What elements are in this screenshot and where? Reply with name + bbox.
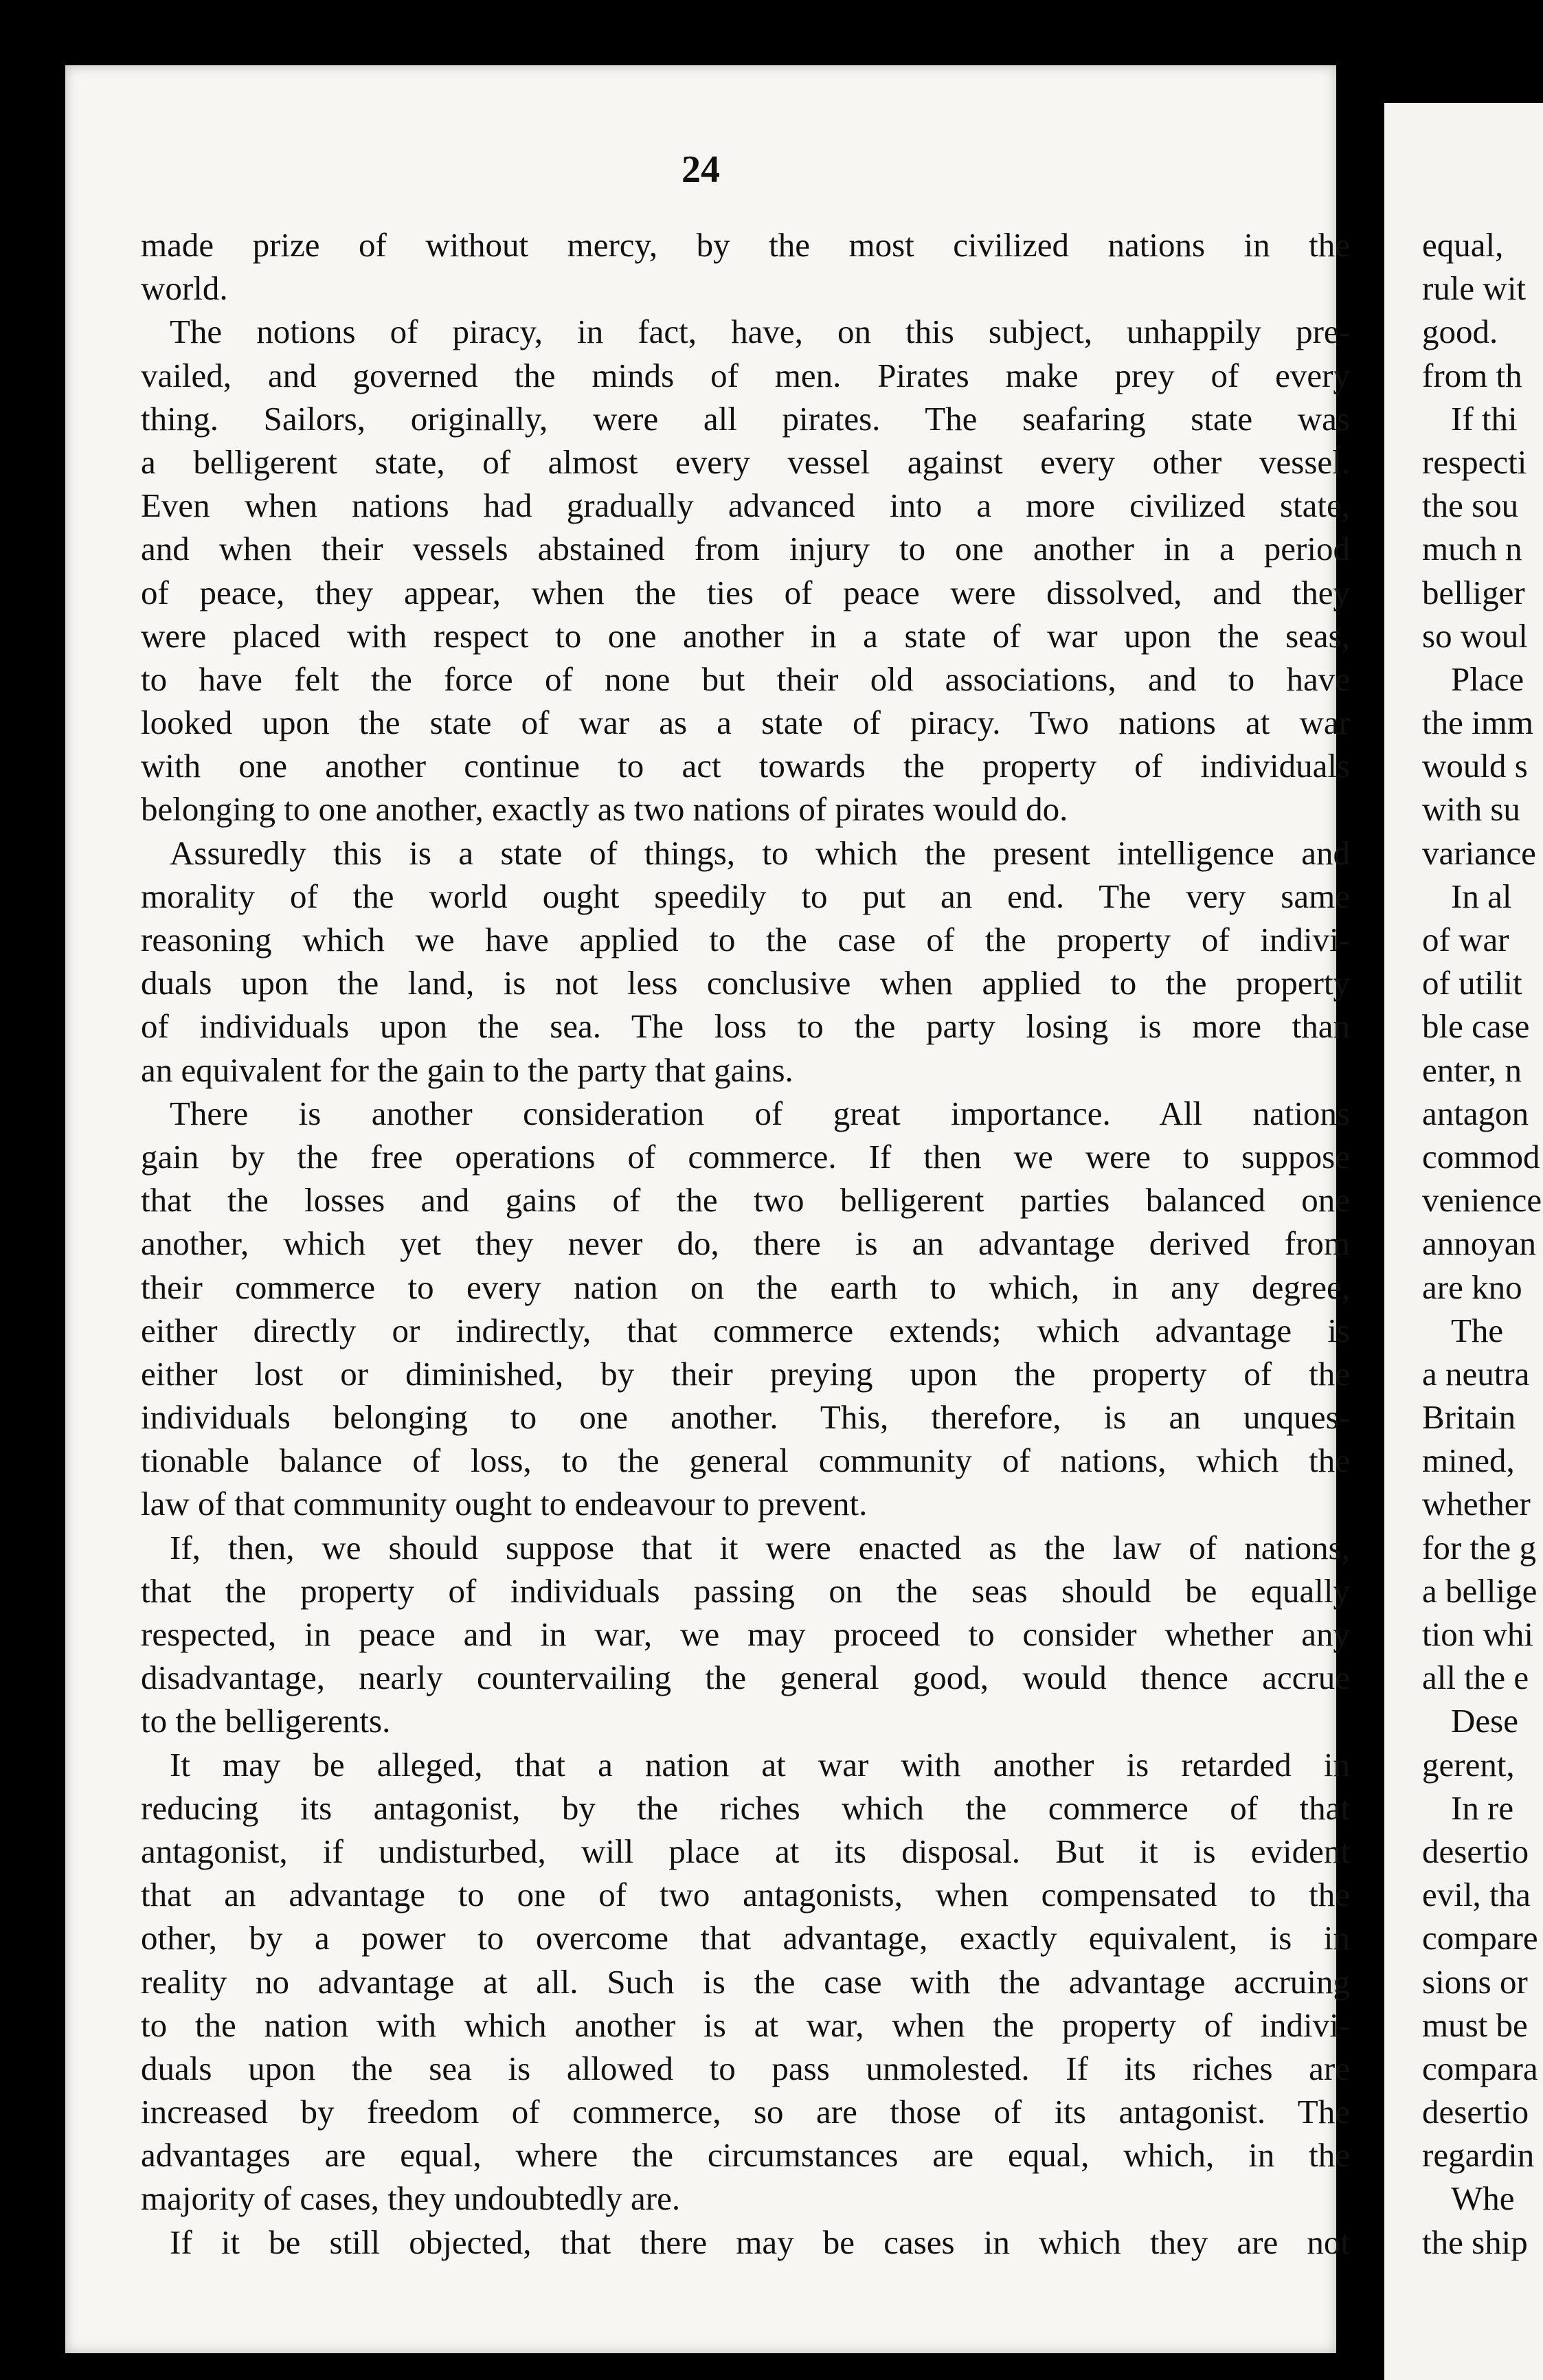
text-line: another, which yet they never do, there is an advantage derived from	[141, 1224, 1350, 1263]
text-line-fragment: commod	[1422, 1137, 1540, 1176]
text-line-fragment: regardin	[1422, 2136, 1535, 2175]
text-line-fragment: compare	[1422, 1919, 1538, 1957]
left-page-body-text	[141, 223, 1350, 2264]
text-line: If it be still objected, that there may be cases in which they are not	[170, 2223, 1350, 2261]
text-line: of individuals upon the sea. The loss to the party losing is more than	[141, 1007, 1350, 1046]
text-line: made prize of without mercy, by the most civilized nations in the	[141, 226, 1350, 264]
text-line: The notions of piracy, in fact, have, on this subject, unhappily pre-	[170, 313, 1350, 351]
text-line-fragment: of utilit	[1422, 964, 1522, 1002]
text-line: reality no advantage at all. Such is the case with the advantage accruing	[141, 1962, 1350, 2001]
text-line-fragment: are kno	[1422, 1268, 1522, 1306]
text-line: gain by the free operations of commerce. If then we were to suppose	[141, 1137, 1350, 1176]
text-line-fragment: rule wit	[1422, 269, 1527, 308]
text-line: Assuredly this is a state of things, to which the present intelligence and	[170, 833, 1350, 872]
text-line-fragment: for the g	[1422, 1528, 1536, 1567]
text-line-fragment: Dese	[1451, 1702, 1518, 1740]
text-line-fragment: a neutra	[1422, 1354, 1530, 1393]
text-line-fragment: good.	[1422, 313, 1498, 351]
text-line: If, then, we should suppose that it were enacted as the law of nations,	[170, 1528, 1350, 1567]
text-line: that the property of individuals passing on the seas should be equally	[141, 1571, 1350, 1610]
text-line: majority of cases, they undoubtedly are.	[141, 2179, 681, 2218]
text-line: world.	[141, 269, 228, 308]
text-line-fragment: from th	[1422, 356, 1522, 394]
text-line-fragment: compara	[1422, 2049, 1538, 2087]
text-line: belonging to one another, exactly as two nations of pirates would do.	[141, 790, 1068, 829]
text-line: that the losses and gains of the two belligerent parties balanced one	[141, 1181, 1350, 1220]
text-line-fragment: all the e	[1422, 1659, 1529, 1697]
text-line: reasoning which we have applied to the case of the property of indivi-	[141, 921, 1350, 958]
text-line-fragment: venience	[1422, 1181, 1542, 1220]
text-line: advantages are equal, where the circumstances are equal, which, in the	[141, 2136, 1350, 2175]
text-line: of peace, they appear, when the ties of peace were dissolved, and they	[141, 573, 1350, 611]
text-line-fragment: ble case	[1422, 1007, 1530, 1046]
text-line-fragment: the sou	[1422, 486, 1519, 525]
text-line-fragment: In re	[1451, 1788, 1514, 1827]
text-line-fragment: annoyan	[1422, 1224, 1536, 1263]
text-line-fragment: The	[1451, 1311, 1504, 1349]
text-line-fragment: equal,	[1422, 226, 1504, 264]
text-line: increased by freedom of commerce, so are those of its antagonist. The	[141, 2093, 1350, 2131]
text-line: a belligerent state, of almost every vessel against every other vessel.	[141, 442, 1350, 481]
text-line: their commerce to every nation on the earth to which, in any degree,	[141, 1268, 1350, 1306]
text-line-fragment: sions or	[1422, 1962, 1528, 2001]
text-line-fragment: If thi	[1451, 399, 1518, 438]
text-line-fragment: gerent,	[1422, 1745, 1515, 1784]
text-line: to the nation with which another is at war, when the property of indivi-	[141, 2006, 1350, 2044]
text-line-fragment: so woul	[1422, 616, 1528, 655]
text-line: looked upon the state of war as a state of piracy. Two nations at war	[141, 704, 1350, 742]
text-line: morality of the world ought speedily to put an end. The very same	[141, 877, 1350, 915]
text-line-fragment: belliger	[1422, 573, 1525, 611]
text-line: duals upon the land, is not less conclusive when applied to the property	[141, 964, 1350, 1002]
text-line-fragment: desertio	[1422, 1832, 1529, 1870]
text-line: tionable balance of loss, to the general community of nations, which the	[141, 1441, 1350, 1480]
text-line: to the belligerents.	[141, 1702, 391, 1740]
right-page-partial	[1384, 103, 1543, 2380]
text-line-fragment: whether	[1422, 1485, 1531, 1523]
text-line-fragment: variance	[1422, 833, 1536, 872]
page-number: 24	[682, 148, 720, 191]
text-line: disadvantage, nearly countervailing the general good, would thence accrue	[141, 1659, 1350, 1697]
text-line: an equivalent for the gain to the party that gains.	[141, 1051, 793, 1089]
text-line: thing. Sailors, originally, were all pirates. The seafaring state was	[141, 399, 1350, 438]
text-line-fragment: Whe	[1451, 2179, 1515, 2218]
text-line-fragment: In al	[1451, 877, 1512, 915]
text-line: antagonist, if undisturbed, will place at its disposal. But it is evident	[141, 1832, 1350, 1870]
text-line: Even when nations had gradually advanced into a more civilized state,	[141, 486, 1350, 525]
text-line-fragment: Britain	[1422, 1398, 1516, 1437]
text-line-fragment: desertio	[1422, 2093, 1529, 2131]
text-line-fragment: a bellige	[1422, 1571, 1538, 1610]
left-page	[65, 65, 1350, 2353]
text-line-fragment: mined,	[1422, 1441, 1515, 1480]
text-line-fragment: the imm	[1422, 704, 1533, 742]
text-line: to have felt the force of none but their old associations, and to have	[141, 660, 1350, 698]
text-line: that an advantage to one of two antagonists, when compensated to the	[141, 1876, 1350, 1914]
text-line: individuals belonging to one another. This, therefore, is an unques-	[141, 1398, 1350, 1437]
text-line-fragment: the ship	[1422, 2223, 1528, 2261]
text-line: reducing its antagonist, by the riches which the commerce of that	[141, 1788, 1350, 1827]
text-line: There is another consideration of great importance. All nations	[170, 1094, 1350, 1132]
text-line-fragment: antagon	[1422, 1094, 1529, 1132]
text-line-fragment: with su	[1422, 790, 1520, 829]
text-line-fragment: respecti	[1422, 442, 1527, 481]
text-line: It may be alleged, that a nation at war with another is retarded in	[170, 1745, 1350, 1784]
text-line-fragment: would s	[1422, 747, 1528, 785]
text-line-fragment: tion whi	[1422, 1615, 1533, 1653]
text-line: either lost or diminished, by their preying upon the property of the	[141, 1354, 1350, 1393]
text-line: and when their vessels abstained from injury to one another in a period	[141, 530, 1350, 568]
text-line: vailed, and governed the minds of men. Pirates make prey of every	[141, 356, 1350, 394]
text-line: either directly or indirectly, that commerce extends; which advantage is	[141, 1311, 1350, 1349]
text-line: respected, in peace and in war, we may proceed to consider whether any	[141, 1615, 1350, 1653]
text-line: law of that community ought to endeavour to prevent.	[141, 1485, 868, 1523]
text-line-fragment: enter, n	[1422, 1051, 1522, 1089]
text-line-fragment: must be	[1422, 2006, 1528, 2044]
text-line-fragment: much n	[1422, 530, 1522, 568]
text-line: duals upon the sea is allowed to pass unmolested. If its riches are	[141, 2049, 1350, 2087]
text-line: were placed with respect to one another in a state of war upon the seas,	[141, 616, 1350, 655]
text-line: with one another continue to act towards the property of individuals	[141, 747, 1350, 785]
text-line-fragment: of war	[1422, 921, 1509, 958]
text-line-fragment: Place	[1451, 660, 1524, 698]
text-line-fragment: evil, tha	[1422, 1876, 1531, 1914]
right-page-body-text	[1422, 223, 1542, 2264]
text-line: other, by a power to overcome that advantage, exactly equivalent, is in	[141, 1919, 1350, 1957]
